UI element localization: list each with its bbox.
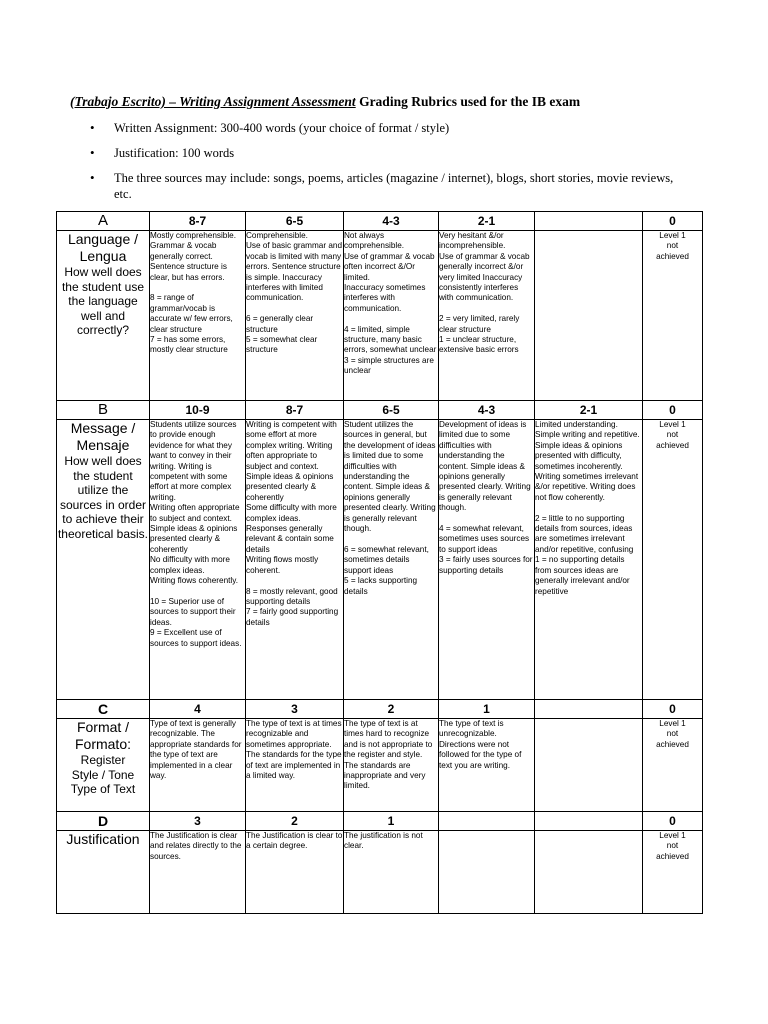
score-header: 1 bbox=[439, 700, 535, 719]
criterion-name: Format / Formato: bbox=[74, 719, 131, 752]
score-header: 2-1 bbox=[535, 401, 643, 420]
level-cell: Level 1 not achieved bbox=[643, 231, 703, 401]
score-header: 0 bbox=[643, 700, 703, 719]
score-header: 0 bbox=[643, 812, 703, 831]
table-row bbox=[57, 831, 703, 914]
descriptor-cell: The type of text is at times hard to recognize and is not appropriate to the register and style. The standards are inappropriate and very limited. bbox=[344, 719, 439, 812]
requirements-list bbox=[90, 120, 690, 211]
level-cell: Level 1 not achieved bbox=[643, 831, 703, 914]
table-row bbox=[57, 812, 703, 831]
score-header: 6-5 bbox=[246, 212, 344, 231]
title-rest: Grading Rubrics used for the IB exam bbox=[355, 94, 581, 109]
score-header: 4 bbox=[150, 700, 246, 719]
descriptor-cell bbox=[535, 831, 643, 914]
criterion-cell bbox=[57, 831, 150, 914]
score-header bbox=[439, 812, 535, 831]
criterion-question: Register Style / Tone Type of Text bbox=[70, 753, 136, 796]
score-header: 4-3 bbox=[439, 401, 535, 420]
score-header: 10-9 bbox=[150, 401, 246, 420]
descriptor-cell: The Justification is clear to a certain degree. bbox=[246, 831, 344, 914]
list-item: • Written Assignment: 300-400 words (your choice of format / style) bbox=[90, 120, 690, 136]
descriptor-cell: Type of text is generally recognizable. The appropriate standards for the type of text are implemented in a clear way. bbox=[150, 719, 246, 812]
title-italic: (Trabajo Escrito) – Writing Assignment Assessment bbox=[70, 94, 356, 109]
table-row bbox=[57, 212, 703, 231]
criterion-letter: D bbox=[57, 812, 150, 831]
score-header: 4-3 bbox=[344, 212, 439, 231]
score-header: 8-7 bbox=[150, 212, 246, 231]
score-header: 2-1 bbox=[439, 212, 535, 231]
criterion-cell bbox=[57, 420, 150, 700]
descriptor-cell: Comprehensible. Use of basic grammar and vocab is limited with many errors. Sentence structure is simple. Inaccuracy interferes with limited communication. 6 = generally clear structure 5 = somewhat clear structure bbox=[246, 231, 344, 401]
score-header: 0 bbox=[643, 401, 703, 420]
table-row bbox=[57, 401, 703, 420]
descriptor-cell: Not always comprehensible. Use of grammar & vocab often incorrect &/Or limited. Inaccuracy sometimes interferes with communication. 4 = limited, simple structure, many basic errors, somewhat unclear 3 = simple structures are unclear bbox=[344, 231, 439, 401]
score-header: 3 bbox=[246, 700, 344, 719]
score-header: 3 bbox=[150, 812, 246, 831]
criterion-letter: C bbox=[57, 700, 150, 719]
criterion-letter: A bbox=[57, 212, 150, 231]
descriptor-cell: Limited understanding. Simple writing and repetitive. Simple ideas & opinions presented with difficulty, sometimes incoherently. Writing sometimes irrelevant &/or repetitive. Writing does not flow coherently. 2 = little to no supporting details from sources, ideas are sometimes irrelevant and/or repetitive, confusing 1 = no supporting details from sources ideas are generally irrelevant and/or repetitive bbox=[535, 420, 643, 700]
score-header bbox=[535, 700, 643, 719]
descriptor-cell: Very hesitant &/or incomprehensible. Use of grammar & vocab generally incorrect &/or very limited Inaccuracy consistently interferes with communication. 2 = very limited, rarely clear structure 1 = unclear structure, extensive basic errors bbox=[439, 231, 535, 401]
criterion-cell bbox=[57, 231, 150, 401]
criterion-name: Message / Mensaje bbox=[70, 420, 136, 453]
descriptor-cell: The type of text is unrecognizable. Directions were not followed for the type of text you are writing. bbox=[439, 719, 535, 812]
score-header bbox=[535, 212, 643, 231]
score-header: 1 bbox=[344, 812, 439, 831]
criterion-name: Justification bbox=[66, 831, 140, 847]
criterion-question: How well does the student use the language well and correctly? bbox=[61, 265, 145, 337]
score-header: 2 bbox=[246, 812, 344, 831]
score-header: 8-7 bbox=[246, 401, 344, 420]
table-row bbox=[57, 700, 703, 719]
table-row bbox=[57, 420, 703, 700]
score-header: 2 bbox=[344, 700, 439, 719]
criterion-question: How well does the student utilize the sources in order to achieve their theoretical basis. bbox=[57, 454, 149, 541]
descriptor-cell: Students utilize sources to provide enough evidence for what they want to convey in their writing. Writing is competent with some effort at more complex writing. Writing often appropriate to subject and context. Simple ideas & opinions presented clearly & coherently No difficulty with more complex ideas. Writing flows coherently. 10 = Superior use of sources to support their ideas. 9 = Excellent use of sources to support ideas. bbox=[150, 420, 246, 700]
table-row bbox=[57, 719, 703, 812]
descriptor-cell: Writing is competent with some effort at more complex writing. Writing often appropriate to subject and context. Simple ideas & opinions presented clearly & coherently Some difficulty with more complex ideas. Responses generally relevant & contain some details Writing flows mostly coherent. 8 = mostly relevant, good supporting details 7 = fairly good supporting details bbox=[246, 420, 344, 700]
descriptor-cell: The type of text is at times recognizable and sometimes appropriate. The standards for the type of text are implemented in a limited way. bbox=[246, 719, 344, 812]
document-title bbox=[70, 94, 580, 110]
criterion-letter: B bbox=[57, 401, 150, 420]
descriptor-cell: Student utilizes the sources in general, but the development of ideas is limited due to some difficulties with understanding the content. Simple ideas & opinions generally presented clearly. Writing is generally relevant though. 6 = somewhat relevant, sometimes details support ideas 5 = lacks supporting details bbox=[344, 420, 439, 700]
level-cell: Level 1 not achieved bbox=[643, 420, 703, 700]
criterion-name: Language / Lengua bbox=[67, 231, 139, 264]
list-item: • Justification: 100 words bbox=[90, 145, 690, 161]
score-header bbox=[535, 812, 643, 831]
score-header: 6-5 bbox=[344, 401, 439, 420]
rubric-table bbox=[56, 211, 703, 914]
list-item: • The three sources may include: songs, poems, articles (magazine / internet), blogs, short stories, movie reviews, etc. bbox=[90, 170, 690, 202]
criterion-cell bbox=[57, 719, 150, 812]
descriptor-cell bbox=[535, 719, 643, 812]
descriptor-cell bbox=[439, 831, 535, 914]
score-header: 0 bbox=[643, 212, 703, 231]
descriptor-cell bbox=[535, 231, 643, 401]
level-cell: Level 1 not achieved bbox=[643, 719, 703, 812]
descriptor-cell: Development of ideas is limited due to some difficulties with understanding the content. Simple ideas & opinions generally presented clearly. Writing is generally relevant though. 4 = somewhat relevant, sometimes uses sources to support ideas 3 = fairly uses sources for supporting details bbox=[439, 420, 535, 700]
descriptor-cell: Mostly comprehensible. Grammar & vocab generally correct. Sentence structure is clear, but has errors. 8 = range of grammar/vocab is accurate w/ few errors, clear structure 7 = has some errors, mostly clear structure bbox=[150, 231, 246, 401]
table-row bbox=[57, 231, 703, 401]
descriptor-cell: The Justification is clear and relates directly to the sources. bbox=[150, 831, 246, 914]
descriptor-cell: The justification is not clear. bbox=[344, 831, 439, 914]
